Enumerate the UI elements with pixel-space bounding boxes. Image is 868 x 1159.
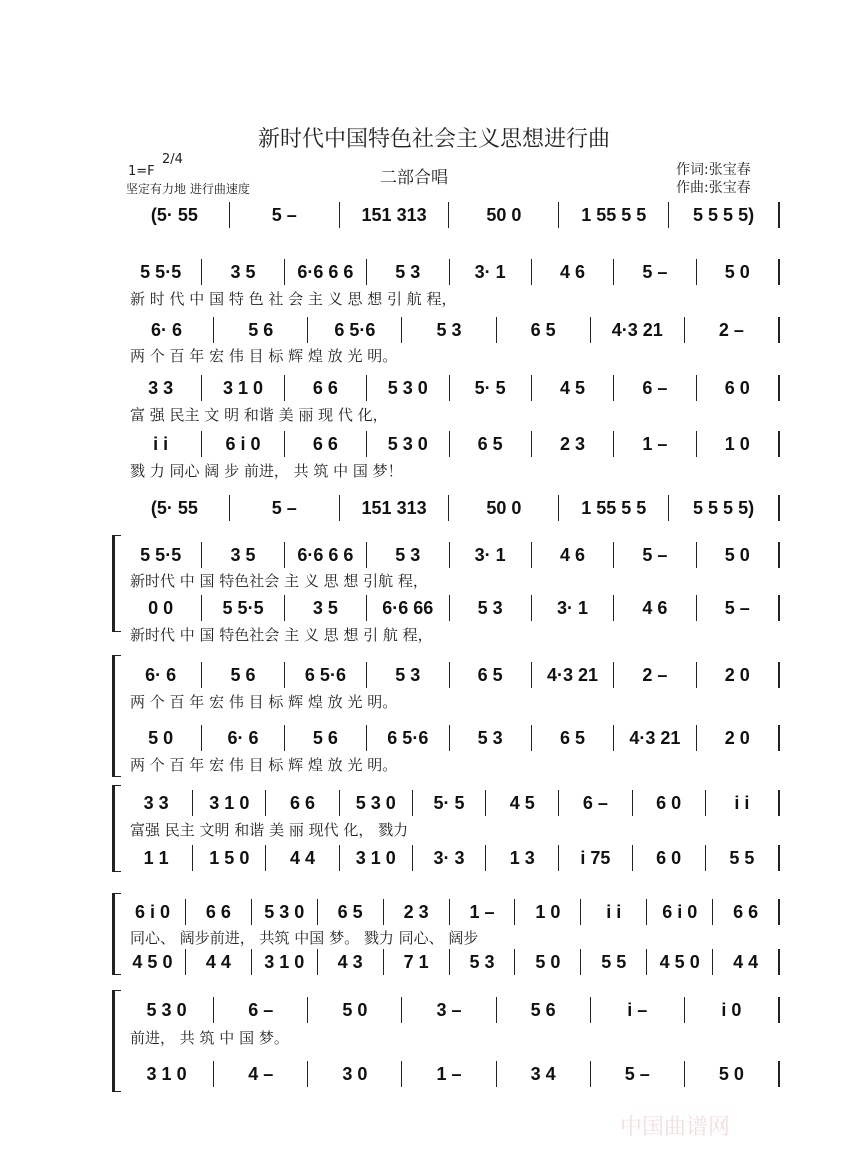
measure: 6 6 [285, 431, 367, 457]
measure: 1 55 5 5 [559, 495, 669, 521]
measure: 5 – [230, 495, 340, 521]
measure: 2 3 [384, 899, 450, 925]
lyrics-line: 新时代 中 国 特色社会 主 义 思 想 引 航 程， [130, 626, 433, 644]
measure: 3 3 [120, 375, 202, 401]
measure: 6 5 [450, 662, 532, 688]
measure: 6·6 66 [367, 595, 449, 621]
measure: 5 3 [367, 542, 449, 568]
measure: 4 5 [486, 790, 559, 816]
lyrics-line: 前进， 共 筑 中 国 梦。 [130, 1029, 289, 1047]
notation-row [120, 845, 780, 871]
measure: 5· 5 [413, 790, 486, 816]
notation-row [120, 1061, 780, 1087]
measure: 5 3 [367, 259, 449, 285]
measure: 0 0 [120, 595, 202, 621]
composer: 作曲:张宝春 [676, 180, 751, 196]
measure: (5· 55 [120, 495, 230, 521]
lyrics-line: 两 个 百 年 宏 伟 目 标 辉 煌 放 光 明。 [130, 347, 398, 365]
measure: i i [120, 431, 202, 457]
lyrics-line: 富强 民主 文明 和谐 美 丽 现代 化， 戮力 [130, 821, 409, 839]
measure: 6 – [214, 997, 308, 1023]
measure: 5 5 5 5) [669, 202, 780, 228]
measure: 6 – [614, 375, 696, 401]
measure: 5 3 [450, 725, 532, 751]
measure: 6·6 6 6 [285, 259, 367, 285]
measure: 5 5 5 5) [669, 495, 780, 521]
measure: 6 0 [697, 375, 780, 401]
measure: 1 – [402, 1061, 496, 1087]
notation-row [120, 259, 780, 285]
notation-row [120, 662, 780, 688]
measure: 4 5 [532, 375, 614, 401]
notation-row [120, 595, 780, 621]
measure: 5 3 0 [367, 375, 449, 401]
measure: 3 1 0 [120, 1061, 214, 1087]
measure: 2 – [614, 662, 696, 688]
notation-row [120, 202, 780, 228]
measure: 5 5·5 [202, 595, 284, 621]
measure: 6·6 6 6 [285, 542, 367, 568]
measure: 151 313 [340, 495, 450, 521]
lyrics-line: 新 时 代 中 国 特 色 社 会 主 义 思 想 引 航 程， [130, 290, 457, 308]
measure: 4 4 [186, 949, 252, 975]
measure: 5 6 [497, 997, 591, 1023]
measure: i 0 [685, 997, 780, 1023]
measure: 3 1 0 [193, 790, 266, 816]
notation-row [120, 997, 780, 1023]
measure: 5 0 [685, 1061, 780, 1087]
lyrics-line: 富 强 民主 文 明 和谐 美 丽 现 代 化， [130, 406, 388, 424]
measure: 6 6 [186, 899, 252, 925]
notation-row [120, 542, 780, 568]
measure: 4 5 0 [647, 949, 713, 975]
measure: 6 0 [633, 790, 706, 816]
measure: 3 1 0 [202, 375, 284, 401]
measure: 6 5 [318, 899, 384, 925]
measure: 3· 1 [450, 542, 532, 568]
measure: 1 – [614, 431, 696, 457]
measure: (5· 55 [120, 202, 230, 228]
measure: 4 5 0 [120, 949, 186, 975]
measure: 4·3 21 [591, 317, 685, 343]
measure: 5 3 0 [252, 899, 318, 925]
lyrics-line: 同心、 阔步前进， 共筑 中国 梦。 戮力 同心、 阔步 [130, 929, 479, 947]
measure: 3 5 [202, 542, 284, 568]
notation-row [120, 317, 780, 343]
measure: 6· 6 [120, 317, 214, 343]
measure: 5 5·5 [120, 542, 202, 568]
lyrics-line: 两 个 百 年 宏 伟 目 标 辉 煌 放 光 明。 [130, 756, 398, 774]
measure: 4·3 21 [532, 662, 614, 688]
notation-row [120, 431, 780, 457]
measure: 5 0 [120, 725, 202, 751]
measure: 2 0 [697, 662, 780, 688]
measure: 6 5·6 [285, 662, 367, 688]
watermark: 中国曲谱网 [620, 1115, 731, 1140]
tempo-marking: 坚定有力地 进行曲速度 [126, 182, 250, 196]
measure: 5 0 [697, 542, 780, 568]
measure: 6 5 [497, 317, 591, 343]
measure: 2 0 [697, 725, 780, 751]
measure: 1 3 [486, 845, 559, 871]
measure: 6 6 [266, 790, 339, 816]
measure: 4 6 [532, 259, 614, 285]
measure: 6 5 [450, 431, 532, 457]
measure: 5 5·5 [120, 259, 202, 285]
key-signature: 1=F [128, 164, 155, 179]
notation-row [120, 899, 780, 925]
measure: 4 6 [614, 595, 696, 621]
measure: 6 6 [285, 375, 367, 401]
measure: 3· 1 [532, 595, 614, 621]
measure: 4 4 [266, 845, 339, 871]
measure: 5 – [591, 1061, 685, 1087]
measure: 6 5 [532, 725, 614, 751]
lyrics-line: 两 个 百 年 宏 伟 目 标 辉 煌 放 光 明。 [130, 693, 398, 711]
measure: 5 6 [202, 662, 284, 688]
measure: i i [706, 790, 780, 816]
measure: 4 6 [532, 542, 614, 568]
measure: 7 1 [384, 949, 450, 975]
measure: 6 i 0 [647, 899, 713, 925]
subtitle: 二部合唱 [380, 168, 448, 188]
measure: 2 – [685, 317, 780, 343]
measure: 1 – [450, 899, 516, 925]
measure: 5· 5 [450, 375, 532, 401]
measure: 5 3 0 [367, 431, 449, 457]
notation-row [120, 375, 780, 401]
measure: 3 1 0 [340, 845, 413, 871]
measure: 1 1 [120, 845, 193, 871]
measure: 5 0 [515, 949, 581, 975]
measure: i 75 [559, 845, 632, 871]
time-signature [162, 152, 183, 168]
measure: 3 1 0 [252, 949, 318, 975]
measure: i – [591, 997, 685, 1023]
measure: 5 3 [367, 662, 449, 688]
measure: 5 0 [308, 997, 402, 1023]
measure: 1 0 [515, 899, 581, 925]
measure: 5 5 [706, 845, 780, 871]
measure: 4 – [214, 1061, 308, 1087]
measure: 1 0 [697, 431, 780, 457]
measure: 4 4 [713, 949, 780, 975]
measure: 151 313 [340, 202, 450, 228]
measure: 5 3 0 [120, 997, 214, 1023]
measure: 50 0 [449, 202, 559, 228]
measure: 6 5·6 [308, 317, 402, 343]
measure: 6 i 0 [120, 899, 186, 925]
measure: 3 5 [202, 259, 284, 285]
lyricist: 作词:张宝春 [676, 162, 751, 178]
measure: 5 – [697, 595, 780, 621]
measure: 1 5 0 [193, 845, 266, 871]
notation-row [120, 495, 780, 521]
measure: 3 5 [285, 595, 367, 621]
measure: 2 3 [532, 431, 614, 457]
measure: 6 6 [713, 899, 780, 925]
measure: 5 6 [214, 317, 308, 343]
measure: 6· 6 [120, 662, 202, 688]
notation-row [120, 725, 780, 751]
measure: 4·3 21 [614, 725, 696, 751]
notation-row [120, 790, 780, 816]
measure: 5 0 [697, 259, 780, 285]
measure: 1 55 5 5 [559, 202, 669, 228]
measure: 6 0 [633, 845, 706, 871]
measure: 6 – [559, 790, 632, 816]
measure: 5 – [614, 259, 696, 285]
measure: i i [581, 899, 647, 925]
lyrics-line: 戮 力 同心 阔 步 前进， 共 筑 中 国 梦！ [130, 462, 403, 480]
measure: 3 3 [120, 790, 193, 816]
measure: 5 6 [285, 725, 367, 751]
measure: 6 5·6 [367, 725, 449, 751]
lyrics-line: 新时代 中 国 特色社会 主 义 思 想 引航 程， [130, 572, 428, 590]
time-signature-text: 2/4 [162, 152, 183, 167]
measure: 3 – [402, 997, 496, 1023]
measure: 6 i 0 [202, 431, 284, 457]
notation-row [120, 949, 780, 975]
measure: 3· 1 [450, 259, 532, 285]
measure: 5 – [230, 202, 340, 228]
measure: 4 3 [318, 949, 384, 975]
measure: 5 3 [402, 317, 496, 343]
measure: 6· 6 [202, 725, 284, 751]
song-title: 新时代中国特色社会主义思想进行曲 [257, 127, 610, 152]
measure: 5 3 0 [340, 790, 413, 816]
measure: 5 – [614, 542, 696, 568]
measure: 50 0 [449, 495, 559, 521]
measure: 3· 3 [413, 845, 486, 871]
measure: 5 3 [450, 949, 516, 975]
measure: 5 3 [450, 595, 532, 621]
measure: 3 0 [308, 1061, 402, 1087]
measure: 3 4 [497, 1061, 591, 1087]
measure: 5 5 [581, 949, 647, 975]
